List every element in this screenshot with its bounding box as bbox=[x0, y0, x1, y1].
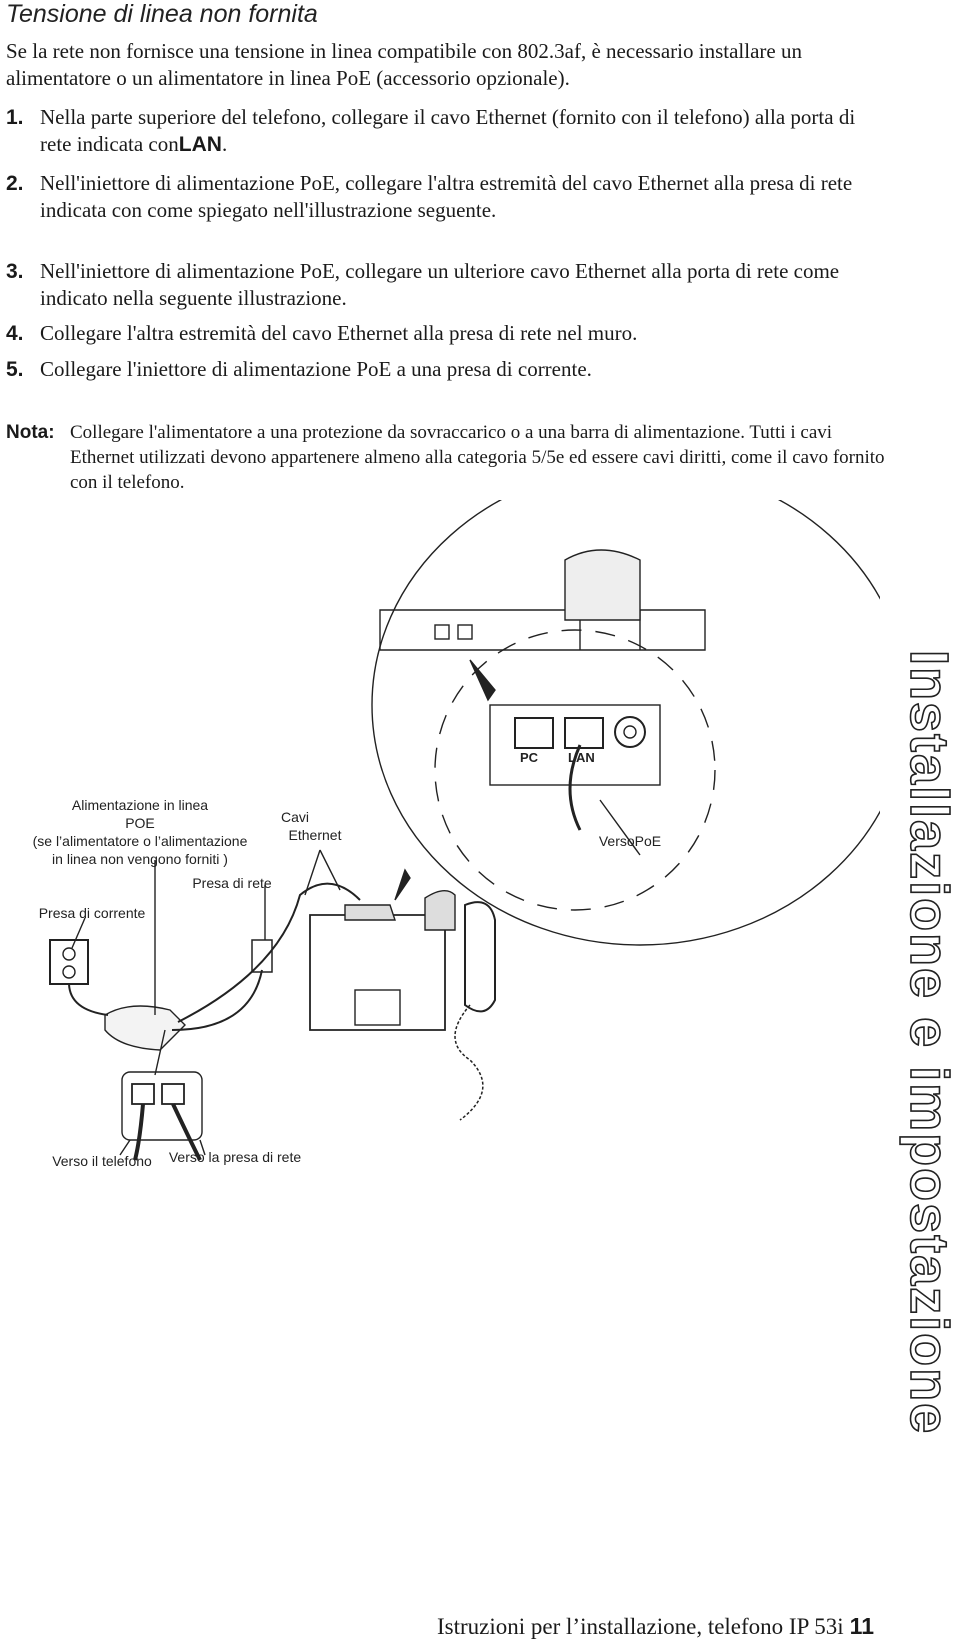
step-text: Collegare l'iniettore di alimentazione PoE a una presa di corrente. bbox=[40, 357, 592, 381]
to-phone-label: Verso il telefono bbox=[52, 1153, 152, 1169]
step-number: 1. bbox=[6, 106, 24, 129]
step-number: 4. bbox=[6, 322, 24, 345]
note-text: Collegare l'alimentatore a una protezione da sovraccarico o a una barra di alimentazione. Tutti i cavi Ethernet utilizzati devono appartenere almeno alla categoria 5/5e ed essere cavi diritti, come il cavo fornito con il telefono. bbox=[70, 422, 885, 493]
lan-label: LAN bbox=[178, 133, 222, 156]
step-4 bbox=[6, 320, 886, 347]
step-number: 5. bbox=[6, 358, 24, 381]
side-title-text: Installazione e impostazione bbox=[899, 650, 959, 1436]
step-number: 2. bbox=[6, 172, 24, 195]
step-text: Nell'iniettore di alimentazione PoE, collegare l'altra estremità del cavo Ethernet alla presa di rete indicata con come spiegato nell'illustrazione seguente. bbox=[40, 171, 853, 222]
port-lan-label: LAN bbox=[568, 750, 595, 765]
injector-ports-detail bbox=[122, 1072, 202, 1140]
step-text: Nella parte superiore del telefono, collegare il cavo Ethernet (fornito con il telefono) alla porta di rete indicata conLAN. bbox=[40, 105, 856, 156]
poe-injector bbox=[105, 1006, 185, 1050]
phone-body bbox=[310, 915, 445, 1030]
note-label: Nota: bbox=[6, 422, 55, 443]
cables-label-1: Cavi bbox=[280, 809, 310, 825]
page-number: 11 bbox=[849, 1613, 874, 1639]
step-5 bbox=[6, 356, 886, 383]
footer-text: Istruzioni per l’installazione, telefono IP 53i bbox=[437, 1614, 844, 1639]
step-2 bbox=[6, 170, 886, 222]
port-pc-label: PC bbox=[520, 750, 539, 765]
step-3 bbox=[6, 258, 886, 310]
power-line-label-3: (se l’alimentatore o l’alimentazione bbox=[32, 833, 248, 849]
power-line-label-4: in linea non vengono forniti ) bbox=[52, 851, 228, 867]
cables-label-2: Ethernet bbox=[288, 827, 342, 843]
section-heading: Tensione di linea non fornita bbox=[6, 0, 318, 28]
to-poe-label: VersoPoE bbox=[598, 833, 662, 849]
power-socket-label: Presa di corrente bbox=[38, 905, 146, 921]
step-text: Nell'iniettore di alimentazione PoE, collegare un ulteriore cavo Ethernet alla porta di rete come indicato nella seguente illustrazione. bbox=[40, 259, 840, 310]
page-footer bbox=[437, 1613, 874, 1640]
step-text: Collegare l'altra estremità del cavo Ethernet alla presa di rete nel muro. bbox=[40, 321, 638, 345]
intro-paragraph: Se la rete non fornisce una tensione in linea compatibile con 802.3af, è necessario installare un alimentatore o un alimentatore in linea PoE (accessorio opzionale). bbox=[6, 39, 802, 90]
power-line-label-1: Alimentazione in linea bbox=[71, 797, 209, 813]
connection-illustration bbox=[0, 500, 880, 1260]
to-network-label: Verso la presa di rete bbox=[168, 1149, 302, 1165]
network-socket bbox=[252, 940, 272, 972]
power-line-label-2: POE bbox=[125, 815, 155, 831]
step-1 bbox=[6, 104, 886, 156]
step-number: 3. bbox=[6, 260, 24, 283]
network-socket-label: Presa di rete bbox=[192, 875, 272, 891]
side-section-title bbox=[880, 650, 960, 1550]
phone-top-view bbox=[380, 610, 705, 650]
